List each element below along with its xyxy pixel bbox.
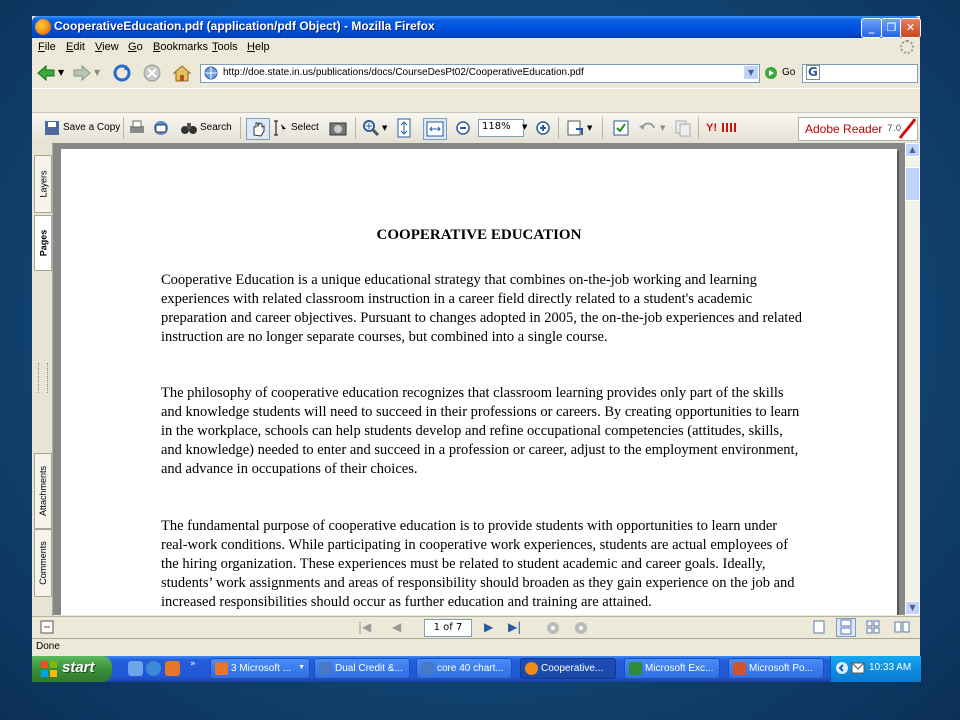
home-icon[interactable] [172, 64, 192, 82]
taskbar-item-microsoft-excel[interactable]: Microsoft Exc... [624, 658, 720, 679]
single-page-icon[interactable] [812, 620, 826, 634]
tab-layers[interactable]: Layers [34, 155, 52, 213]
adobe-version: 7.0 [887, 124, 902, 134]
blank-toolbar [32, 88, 920, 113]
toggle-pane-icon[interactable] [40, 620, 54, 634]
window-title: CooperativeEducation.pdf (application/pdf Object) - Mozilla Firefox [54, 19, 435, 33]
document-icon [319, 662, 332, 675]
search-input[interactable] [802, 64, 918, 83]
adobe-logo-text: Adobe Reader [805, 122, 883, 136]
zoom-out-icon[interactable] [456, 121, 470, 135]
firefox-icon [35, 19, 51, 35]
print-icon[interactable] [128, 119, 146, 137]
adobe-swoosh-icon [898, 118, 916, 140]
next-view-icon[interactable] [574, 621, 588, 635]
hand-icon [247, 119, 269, 139]
google-search-icon: G [808, 65, 818, 79]
tab-attachments[interactable]: Attachments [34, 453, 52, 529]
system-tray [830, 656, 921, 682]
firefox-icon [525, 662, 538, 675]
review-icon[interactable] [612, 119, 630, 137]
forward-dropdown-icon[interactable]: ▼ [94, 68, 101, 77]
status-text: Done [36, 641, 60, 652]
url-bar[interactable] [200, 64, 760, 83]
previous-view-icon[interactable] [546, 621, 560, 635]
email-icon[interactable] [152, 119, 170, 137]
tab-comments[interactable]: Comments [34, 529, 52, 597]
taskbar-item-dual-credit[interactable]: Dual Credit &... [314, 658, 410, 679]
firefox-window [32, 16, 920, 682]
scroll-up-button[interactable]: ▲ [905, 143, 920, 157]
status-bar [32, 638, 920, 656]
binoculars-icon[interactable] [180, 119, 198, 137]
undo-dropdown-icon[interactable]: ▼ [660, 124, 666, 132]
menu-go[interactable]: Go [128, 41, 143, 53]
paragraph-3: The fundamental purpose of cooperative education is to provide students with opportunities to learn under real-work conditions. While participating in cooperative work experiences, students are actual employees of the hiring organization. These experiences must be related to student academic and career goals. Ideally, students’ work assignments and areas of responsibility should broaden as they gain experience on the job and increased responsibilities should occur as further education and training are attained. [161, 518, 795, 610]
reload-icon[interactable] [112, 64, 132, 82]
facing-icon[interactable] [866, 620, 880, 634]
rotate-dropdown-icon[interactable]: ▼ [587, 124, 593, 132]
page-icon [204, 66, 218, 80]
reader-toolbar [32, 112, 920, 144]
copy-icon[interactable] [674, 119, 692, 137]
menu-edit[interactable]: Edit [66, 41, 85, 53]
taskbar-item-core-40-chart[interactable]: core 40 chart... [416, 658, 512, 679]
back-dropdown-icon[interactable]: ▼ [58, 68, 65, 77]
previous-page-button[interactable]: ◀ [392, 620, 402, 634]
title-bar[interactable] [32, 16, 920, 38]
taskbar-item-microsoft-group[interactable]: 3 Microsoft ... ▼ [210, 658, 310, 679]
yahoo-toolbar-icon [722, 123, 736, 132]
clock: 10:33 AM [869, 662, 912, 673]
continuous-facing-icon[interactable] [894, 620, 910, 634]
menu-help[interactable]: Help [247, 41, 270, 53]
last-page-button[interactable]: ▶| [508, 620, 522, 634]
save-icon[interactable] [44, 120, 60, 136]
vertical-scrollbar[interactable] [905, 143, 920, 615]
start-label: start [62, 659, 95, 676]
navigation-toolbar [32, 58, 920, 88]
fit-width-icon [424, 119, 446, 139]
snapshot-icon[interactable] [328, 119, 348, 137]
first-page-button[interactable]: |◀ [358, 620, 372, 634]
zoom-in-icon[interactable] [536, 121, 550, 135]
paragraph-1: Cooperative Education is a unique educational strategy that combines on-the-job working and learning experiences with related classroom instruction in a career field directly related to a student's academic preparation and career objectives. Pursuant to changes adopted in 2005, the on-the-job experiences and related instruction are no longer separate courses, but combined into a single course. [161, 272, 802, 345]
navigation-pane-tabs [32, 143, 53, 619]
text-select-icon [273, 119, 287, 137]
scroll-down-button[interactable]: ▼ [905, 601, 920, 615]
next-page-button[interactable]: ▶ [484, 620, 494, 634]
taskbar-item-cooperative[interactable]: Cooperative... [520, 658, 616, 679]
windows-logo-icon [40, 660, 58, 678]
mail-notification-icon[interactable] [851, 662, 865, 674]
menu-file[interactable]: File [38, 41, 56, 53]
zoom-dropdown-icon[interactable]: ▼ [522, 123, 528, 131]
menu-view[interactable]: View [95, 41, 119, 53]
tray-expand-icon[interactable] [835, 661, 849, 675]
powerpoint-icon [215, 662, 228, 675]
document-view[interactable] [53, 143, 905, 615]
menu-bar [32, 38, 920, 58]
taskbar-item-microsoft-powerpoint[interactable]: Microsoft Po... [728, 658, 824, 679]
back-icon[interactable] [36, 64, 56, 82]
select-button[interactable]: Select [291, 122, 319, 133]
hand-tool[interactable] [246, 118, 270, 140]
forward-icon[interactable] [72, 64, 92, 82]
document-icon [421, 662, 434, 675]
start-button[interactable] [32, 656, 112, 682]
show-desktop-icon[interactable] [128, 661, 143, 676]
search-button[interactable]: Search [200, 122, 232, 133]
continuous-button[interactable] [836, 618, 856, 637]
stop-icon[interactable] [142, 64, 162, 82]
adobe-reader-logo[interactable] [798, 117, 918, 141]
taskbar [32, 656, 920, 682]
scroll-thumb[interactable] [905, 167, 920, 201]
continuous-icon [837, 619, 855, 636]
pane-splitter-handle[interactable] [38, 363, 48, 393]
minimize-button[interactable]: _ [861, 18, 882, 38]
menu-tools[interactable]: Tools [212, 41, 238, 53]
yahoo-icon[interactable]: Y! [706, 122, 717, 134]
tab-pages[interactable]: Pages [34, 215, 52, 271]
maximize-button[interactable]: ❐ [881, 18, 902, 38]
undo-icon[interactable] [638, 119, 658, 137]
page-number-input[interactable]: 1 of 7 [424, 619, 472, 637]
page-navigation-bar [32, 616, 920, 639]
quick-launch-more-icon[interactable]: » [190, 659, 196, 669]
rotate-view-icon[interactable] [566, 119, 584, 137]
url-dropdown-icon[interactable]: ▼ [744, 66, 758, 79]
url-text: http://doe.state.in.us/publications/docs/CourseDesPt02/CooperativeEducation.pdf [223, 67, 584, 78]
zoom-level-input[interactable]: 118% [478, 119, 524, 137]
group-dropdown-icon: ▼ [298, 664, 305, 671]
save-copy-button[interactable]: Save a Copy [63, 122, 121, 133]
close-button[interactable]: ✕ [900, 18, 921, 38]
fit-width-button[interactable] [423, 118, 447, 140]
excel-icon [629, 662, 642, 675]
actual-size-icon[interactable] [396, 118, 412, 138]
paragraph-2: The philosophy of cooperative education recognizes that classroom learning provides only part of the skills and knowledge students will need to succeed in their professions or careers. By creating opportunities to learn in the workplace, schools can help students develop and refine occupational competencies (attitudes, skills, and knowledge) needed to enter and succeed in a profession or career, adjust to the employment environment, and advance in occupations of their choices. [161, 385, 800, 477]
pdf-page [61, 149, 897, 615]
go-button[interactable]: Go [782, 67, 796, 78]
menu-bookmarks[interactable]: Bookmarks [153, 41, 209, 53]
zoom-tool-dropdown-icon[interactable]: ▼ [382, 124, 388, 132]
zoom-in-tool-icon[interactable] [362, 119, 380, 137]
go-icon[interactable] [764, 66, 778, 80]
internet-explorer-icon[interactable] [146, 661, 161, 676]
document-title: COOPERATIVE EDUCATION [376, 227, 582, 243]
powerpoint-icon [733, 662, 746, 675]
throbber-icon [900, 40, 914, 54]
outlook-icon[interactable] [165, 661, 180, 676]
